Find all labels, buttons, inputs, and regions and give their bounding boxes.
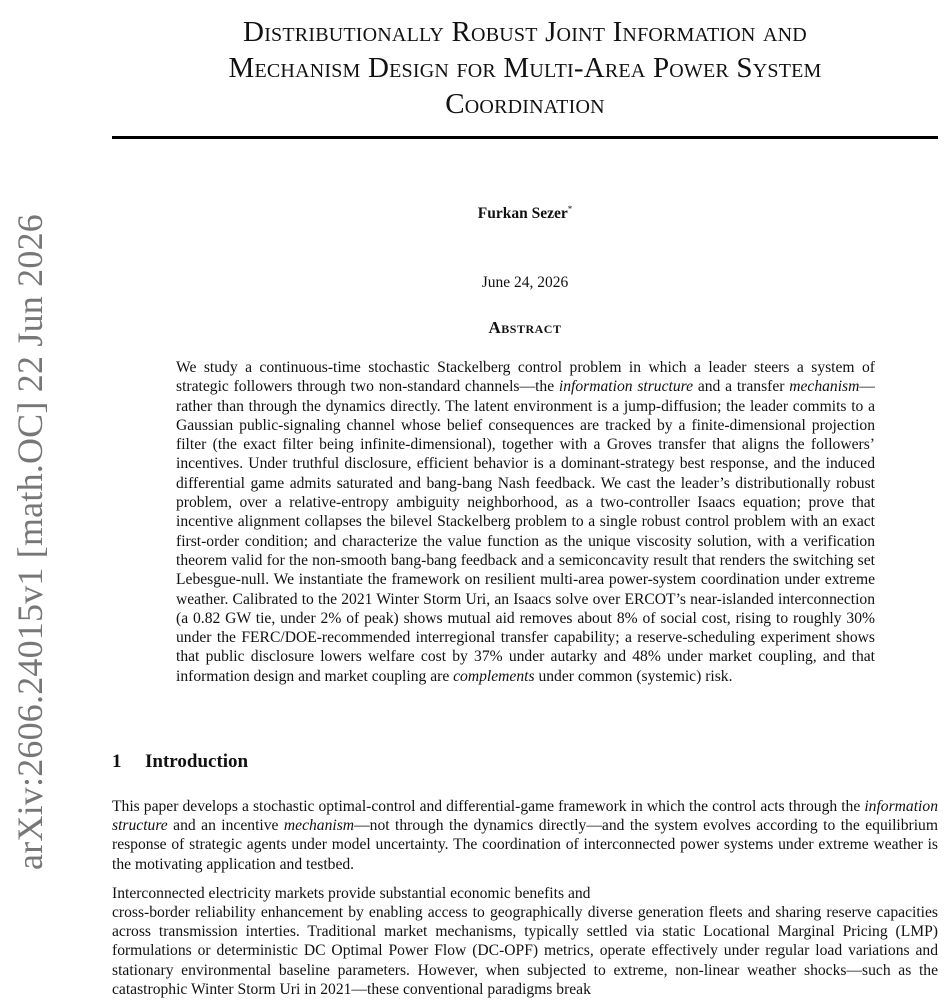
abstract-emphasis-3: complements bbox=[453, 667, 535, 685]
intro-paragraph-2-first-line: Interconnected electricity markets provide substantial economic benefits and bbox=[112, 885, 591, 902]
abstract-seg-4: under common (systemic) risk. bbox=[534, 667, 733, 685]
publication-date: June 24, 2026 bbox=[481, 274, 569, 291]
abstract-seg-2: and a transfer bbox=[693, 378, 790, 396]
arxiv-sidebar bbox=[2, 212, 58, 872]
abstract-heading: Abstract bbox=[488, 318, 562, 337]
intro-p1-seg-1: This paper develops a stochastic optimal-control and differential-game framework in which the control acts through the bbox=[112, 798, 865, 815]
abstract-emphasis-2: mechanism bbox=[789, 378, 860, 396]
abstract-seg-3: —rather than through the dynamics directly. The latent environment is a jump-diffusion; the leader commits to a Gaussian public-signaling channel whose belief consequences are tracked by a finite-dimensional projection filter (the exact filter being infinite-dimensional), together with a Groves transfer that aligns the followers’ incentives. Under truthful disclosure, efficient behavior is a dominant-strategy best response, and the induced differential game admits saturated and bang-bang Nash feedback. We cast the leader’s distributionally robust problem, over a relative-entropy ambiguity neighborhood, as a two-controller Isaacs equation; prove that incentive alignment collapses the bilevel Stackelberg problem to a single robust control problem with an exact first-order condition; and characterize the value function as the unique viscosity solution, with a verification theorem valid for the non-smooth bang-bang feedback and a semiconcavity result that renders the switching set Lebesgue-null. We instantiate the framework on resilient multi-area power-system coordination under extreme weather. Calibrated to the 2021 Winter Storm Uri, an Isaacs solve over ERCOT’s near-islanded interconnection (a 0.82 GW tie, under 2% of peak) shows mutual aid removes about 8% of social cost, rising to roughly 30% under the FERC/DOE-recommended interregional transfer capability; a reserve-scheduling experiment shows that public disclosure lowers welfare cost by 37% under autarky and 48% under market coupling, and that information design and market coupling are bbox=[176, 378, 875, 685]
intro-p1-seg-3: —not through the dynamics directly—and the system evolves according to the equilibrium response of strategic agents under model uncertainty. The coordination of interconnected power systems under extreme weather is the motivating application and testbed. bbox=[112, 817, 938, 873]
intro-paragraph-2: cross-border reliability enhancement by enabling access to geographically diverse generation fleets and sharing reserve capacities across transmission interties. Traditional market mechanisms, typically settled via static Locational Marginal Pricing (LMP) formulations or deterministic DC Optimal Power Flow (DC-OPF) metrics, operate effectively under regular load variations and stationary environmental baseline parameters. However, when subjected to extreme, non-linear weather shocks—such as the catastrophic Winter Storm Uri in 2021—these conventional paradigms break bbox=[112, 904, 938, 998]
arxiv-identifier: arXiv:2606.24015v1 [math.OC] 22 Jun 2026 bbox=[10, 214, 51, 870]
paper-title bbox=[112, 14, 938, 122]
section-heading-introduction bbox=[112, 751, 938, 773]
intro-p1-emphasis-1: information structure bbox=[112, 798, 938, 835]
intro-p1-emphasis-2: mechanism bbox=[283, 817, 355, 835]
author-name: Furkan Sezer bbox=[477, 205, 568, 222]
intro-paragraph-1 bbox=[112, 797, 938, 874]
section-title: Introduction bbox=[145, 751, 249, 772]
title-line-1: Distributionally Robust Joint Information and bbox=[243, 16, 807, 48]
title-line-3: Coordination bbox=[445, 88, 605, 120]
intro-p1-seg-2: and an incentive bbox=[167, 817, 284, 835]
author-footnote-mark: * bbox=[567, 204, 573, 214]
abstract-seg-1: We study a continuous-time stochastic Stackelberg control problem in which a leader steers a system of strategic followers through two non-standard channels—the bbox=[176, 359, 875, 396]
abstract-text bbox=[176, 358, 875, 686]
section-number: 1 bbox=[112, 751, 122, 772]
author-line bbox=[112, 204, 938, 223]
title-line-2: Mechanism Design for Multi-Area Power System bbox=[228, 52, 822, 84]
abstract-emphasis-1: information structure bbox=[558, 378, 694, 396]
title-rule bbox=[112, 136, 938, 139]
